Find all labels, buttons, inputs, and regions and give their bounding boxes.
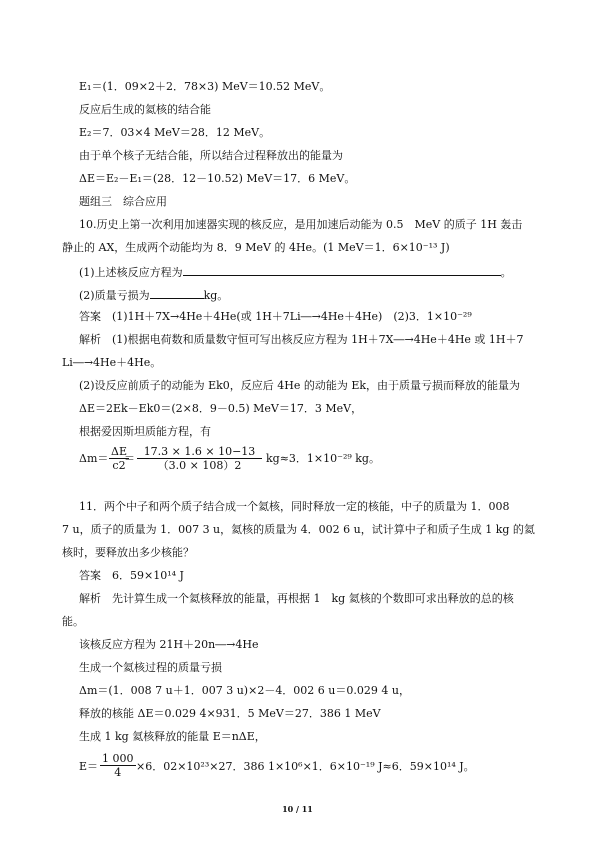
q11-released-energy: 释放的核能 ΔE＝0.029 4×931．5 MeV＝27．386 1 MeV bbox=[79, 707, 381, 720]
total-energy-fraction bbox=[100, 752, 136, 779]
q10-part2-label: (2)质量亏损为 bbox=[79, 289, 150, 302]
mass-defect-equals: ＝ bbox=[124, 452, 135, 465]
q11-answer: 答案 6．59×10¹⁴ J bbox=[79, 569, 184, 582]
q11-mass-defect: Δm＝(1．008 7 u＋1．007 3 u)×2－4．002 6 u＝0.029 4 u， bbox=[79, 684, 410, 697]
mass-defect-result: kg≈3．1×10⁻²⁹ kg。 bbox=[266, 452, 380, 465]
q10-answer: 答案 (1)1H＋7X→4He＋4He(或 1H＋7Li―→4He＋4He) (2)3．1×10⁻²⁹ bbox=[79, 310, 472, 323]
fraction-1-numerator: ΔE bbox=[111, 445, 127, 458]
fraction-2-denominator: （3.0 × 108）2 bbox=[157, 459, 242, 472]
fraction-1-denominator: c2 bbox=[112, 459, 126, 472]
energy-e1: E₁＝(1．09×2＋2．78×3) MeV＝10.52 MeV。 bbox=[79, 80, 331, 93]
q11-reaction-equation: 该核反应方程为 21H＋20n―→4He bbox=[79, 638, 259, 651]
q10-part2 bbox=[79, 287, 228, 303]
q10-explanation-4: ΔE＝2Ek－Ek0＝(2×8．9－0.5) MeV＝17．3 MeV， bbox=[79, 402, 363, 415]
total-energy-numerator: 1 000 bbox=[102, 752, 134, 765]
mass-defect-lhs: Δm＝ bbox=[79, 452, 109, 465]
q10-explanation-1: 解析 (1)根据电荷数和质量数守恒可写出核反应方程为 1H＋7X―→4He＋4He 或 1H＋7 bbox=[79, 333, 524, 346]
total-energy-denominator: 4 bbox=[114, 766, 122, 779]
q11-explanation-1: 解析 先计算生成一个氦核释放的能量，再根据 1 kg 氦核的个数即可求出释放的总的核 bbox=[79, 592, 514, 605]
answer-blank-2 bbox=[150, 287, 204, 299]
q10-part1 bbox=[79, 264, 512, 280]
q10-line2: 静止的 AX，生成两个动能均为 8．9 MeV 的 4He。(1 MeV＝1．6×10⁻¹³ J) bbox=[62, 241, 450, 254]
q11-line2: 7 u，质子的质量为 1．007 3 u，氦核的质量为 4．002 6 u，试计算中子和质子生成 1 kg 的氦 bbox=[62, 523, 535, 536]
q10-explanation-3: (2)设反应前质子的动能为 Ek0，反应后 4He 的动能为 Ek，由于质量亏损而释放的能量为 bbox=[79, 379, 521, 392]
q11-explanation-2: 能。 bbox=[62, 615, 84, 628]
page-number: 10 / 11 bbox=[282, 804, 313, 814]
answer-blank-1 bbox=[183, 264, 501, 276]
q11-line3: 核时，要释放出多少核能？ bbox=[62, 546, 194, 559]
q10-part1-end: 。 bbox=[500, 266, 512, 279]
q11-line1: 11．两个中子和两个质子结合成一个氦核，同时释放一定的核能，中子的质量为 1．008 bbox=[79, 500, 510, 513]
q10-part1-label: (1)上述核反应方程为 bbox=[79, 266, 183, 279]
q10-explanation-5: 根据爱因斯坦质能方程，有 bbox=[79, 425, 211, 438]
text-single-nucleon: 由于单个核子无结合能，所以结合过程释放出的能量为 bbox=[79, 149, 343, 162]
q11-total-energy-label: 生成 1 kg 氦核释放的能量 E＝nΔE， bbox=[79, 730, 266, 743]
total-energy-rhs: ×6．02×10²³×27．386 1×10⁶×1．6×10⁻¹⁹ J≈6．59×10¹⁴ J。 bbox=[136, 760, 475, 773]
q10-line1: 10.历史上第一次利用加速器实现的核反应，是用加速后动能为 0.5 MeV 的质子 1H 轰击 bbox=[79, 218, 523, 231]
mass-defect-fraction-2 bbox=[137, 445, 262, 472]
q10-explanation-2: Li―→4He＋4He。 bbox=[62, 356, 162, 369]
energy-e2: E₂＝7．03×4 MeV＝28．12 MeV。 bbox=[79, 126, 271, 139]
total-energy-lhs: E＝ bbox=[79, 760, 99, 773]
section-heading: 题组三 综合应用 bbox=[79, 195, 167, 208]
text-after-reaction: 反应后生成的氦核的结合能 bbox=[79, 103, 211, 116]
q11-mass-defect-label: 生成一个氦核过程的质量亏损 bbox=[79, 661, 222, 674]
fraction-2-numerator: 17.3 × 1.6 × 10−13 bbox=[137, 445, 262, 459]
energy-delta: ΔE＝E₂－E₁＝(28．12－10.52) MeV＝17．6 MeV。 bbox=[79, 172, 356, 185]
q10-part2-end: kg。 bbox=[203, 289, 229, 302]
